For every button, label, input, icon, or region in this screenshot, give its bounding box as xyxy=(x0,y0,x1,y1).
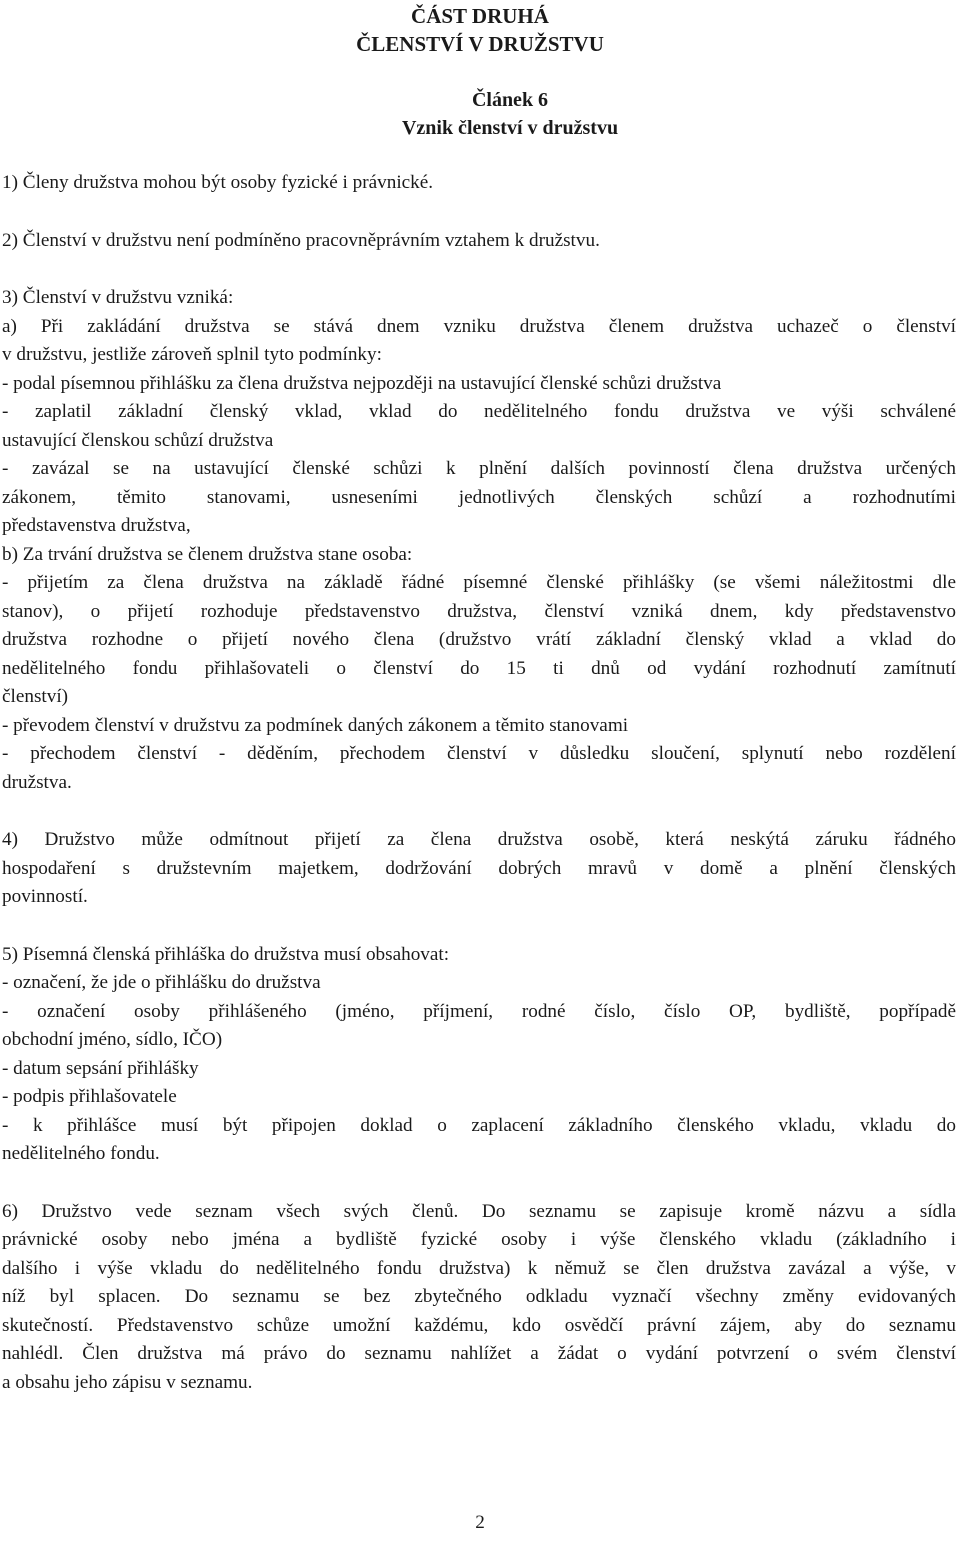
paragraph-line: dalšího i výše vkladu do nedělitelného fondu družstva) k němuž se člen družstva zavázal a výše, v xyxy=(2,1257,956,1279)
paragraph-line: nedělitelného fondu. xyxy=(2,1143,160,1164)
paragraph-line: - zavázal se na ustavující členské schůzi k plnění dalších povinností člena družstva určených xyxy=(2,458,956,479)
paragraph-line: 1) Členy družstva mohou být osoby fyzické i právnické. xyxy=(2,172,434,193)
paragraph-line: představenstva družstva, xyxy=(2,515,191,536)
part-title-line1: ČÁST DRUHÁ xyxy=(411,4,549,28)
paragraph-line: - podal písemnou přihlášku za člena družstva nejpozději na ustavující členské schůzi družstva xyxy=(2,372,722,394)
paragraph-line: v družstvu, jestliže zároveň splnil tyto podmínky: xyxy=(2,344,382,365)
paragraph-line: právnické osoby nebo jména a bydliště fyzické osoby i výše členského vkladu (základního i xyxy=(2,1229,956,1250)
paragraph-line: 4) Družstvo může odmítnout přijetí za člena družstva osobě, která neskýtá záruku řádného xyxy=(2,829,956,850)
paragraph-line: ustavující členskou schůzí družstva xyxy=(2,429,274,451)
paragraph-line: povinností. xyxy=(2,886,88,907)
part-heading xyxy=(0,2,960,58)
page-number: 2 xyxy=(475,1512,485,1533)
paragraph-line: - převodem členství v družstvu za podmínek daných zákonem a těmito stanovami xyxy=(2,714,629,736)
part-title-line2: ČLENSTVÍ V DRUŽSTVU xyxy=(356,32,604,56)
paragraph-line: - přijetím za člena družstva na základě řádné písemné členské přihlášky (se všemi náležitostmi dle xyxy=(2,572,956,593)
paragraph-line: 5) Písemná členská přihláška do družstva musí obsahovat: xyxy=(2,943,450,965)
paragraph-line: - k přihlášce musí být připojen doklad o zaplacení základního členského vkladu, vkladu do xyxy=(2,1114,956,1136)
paragraph-line: členství) xyxy=(2,686,69,707)
paragraph-line: 3) Členství v družstvu vzniká: xyxy=(2,287,234,308)
paragraph-line: skutečností. Představenstvo schůze umožní každému, kdo osvědčí právní zájem, aby do seznamu xyxy=(2,1314,956,1336)
paragraph-line: - přechodem členství - děděním, přechodem členství v důsledku sloučení, splynutí nebo rozdělení xyxy=(2,743,956,764)
paragraph-line: níž byl splacen. Do seznamu se bez zbytečného odkladu vyznačí všechny změny evidovaných xyxy=(2,1286,956,1307)
article-title: Vznik členství v družstvu xyxy=(401,117,619,139)
paragraph-line: hospodaření s družstevním majetkem, dodržování dobrých mravů v domě a plnění členských xyxy=(2,857,956,879)
paragraph-line: - datum sepsání přihlášky xyxy=(2,1057,199,1079)
paragraph-4 xyxy=(0,826,960,912)
paragraph-line: - označení osoby přihlášeného (jméno, příjmení, rodné číslo, číslo OP, bydliště, popřípadě xyxy=(2,1000,956,1022)
paragraph-5 xyxy=(0,941,960,1169)
paragraph-3 xyxy=(0,284,960,797)
paragraph-line: nahlédl. Člen družstva má právo do seznamu nahlížet a žádat o vydání potvrzení o svém členství xyxy=(2,1343,956,1364)
paragraph-line: nedělitelného fondu přihlašovateli o členství do 15 ti dnů od vydání rozhodnutí zamítnutí xyxy=(2,657,956,679)
paragraph-line: a obsahu jeho zápisu v seznamu. xyxy=(2,1371,253,1393)
paragraph-line: - zaplatil základní členský vklad, vklad do nedělitelného fondu družstva ve výši schválené xyxy=(2,401,956,422)
paragraph-line: družstva. xyxy=(2,771,72,793)
paragraph-6 xyxy=(0,1198,960,1398)
paragraph-line: obchodní jméno, sídlo, IČO) xyxy=(2,1029,223,1050)
paragraph-1 xyxy=(0,169,960,198)
paragraph-line: stanov), o přijetí rozhoduje představenstvo družstva, členství vzniká dnem, kdy představenstvo xyxy=(2,600,956,622)
paragraph-line: 2) Členství v družstvu není podmíněno pracovněprávním vztahem k družstvu. xyxy=(2,229,600,251)
paragraph-line: - označení, že jde o přihlášku do družstva xyxy=(2,972,321,993)
paragraph-line: a) Při zakládání družstva se stává dnem vzniku družstva členem družstva uchazeč o členství xyxy=(2,315,956,337)
article-number: Článek 6 xyxy=(471,89,549,111)
paragraph-line: družstva rozhodne o přijetí nového člena (družstvo vrátí základní členský vklad a vklad do xyxy=(2,629,956,650)
paragraph-2 xyxy=(0,227,960,256)
paragraph-line: 6) Družstvo vede seznam všech svých členů. Do seznamu se zapisuje kromě názvu a sídla xyxy=(2,1200,956,1222)
paragraph-line: - podpis přihlašovatele xyxy=(2,1086,177,1107)
article-heading xyxy=(60,86,960,142)
paragraph-line: b) Za trvání družstva se členem družstva stane osoba: xyxy=(2,543,413,565)
paragraph-line: zákonem, těmito stanovami, usneseními jednotlivých členských schůzí a rozhodnutími xyxy=(2,486,956,508)
